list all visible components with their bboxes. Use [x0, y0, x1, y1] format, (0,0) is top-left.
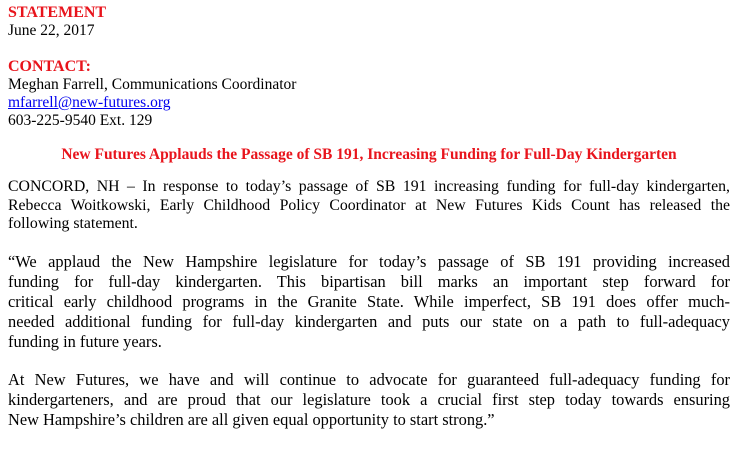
intro-line: following statement. [8, 215, 138, 232]
closing-line: New Hampshire’s children are all given equal opportunity to start strong.” [8, 409, 495, 429]
quote-line: needed additional funding for full-day kindergarten and puts our state on a path to full-adequacy [8, 311, 730, 331]
contact-email-link[interactable]: mfarrell@new-futures.org [8, 94, 171, 111]
closing-line: kindergarteners, and are proud that our legislature took a crucial first step today towards ensuring [8, 389, 730, 409]
intro-paragraph [8, 178, 730, 234]
closing-line: At New Futures, we have and will continue to advocate for guaranteed full-adequacy funding for [8, 369, 730, 389]
statement-label: STATEMENT [8, 4, 107, 21]
press-release-document [8, 4, 730, 430]
intro-line: CONCORD, NH – In response to today’s passage of SB 191 increasing funding for full-day kindergarten, [8, 178, 730, 195]
contact-phone: 603-225-9540 Ext. 129 [8, 112, 153, 129]
statement-date: June 22, 2017 [8, 22, 95, 39]
intro-line: Rebecca Woitkowski, Early Childhood Policy Coordinator at New Futures Kids Count has released the [8, 196, 730, 214]
headline: New Futures Applauds the Passage of SB 191, Increasing Funding for Full-Day Kindergarten [61, 146, 677, 163]
quote-line: funding in future years. [8, 331, 162, 351]
contact-label: CONTACT: [8, 58, 91, 75]
quote-line: funding for full-day kindergarten. This bipartisan bill marks an important step forward for [8, 271, 730, 291]
quote-line: “We applaud the New Hampshire legislature for today’s passage of SB 191 providing increased [8, 251, 730, 271]
contact-name-title: Meghan Farrell, Communications Coordinator [8, 76, 297, 93]
closing-paragraph [8, 370, 730, 430]
quote-line: critical early childhood programs in the Granite State. While imperfect, SB 191 does offer much- [8, 291, 730, 311]
contact-email-row [8, 94, 730, 112]
quote-paragraph [8, 252, 730, 352]
